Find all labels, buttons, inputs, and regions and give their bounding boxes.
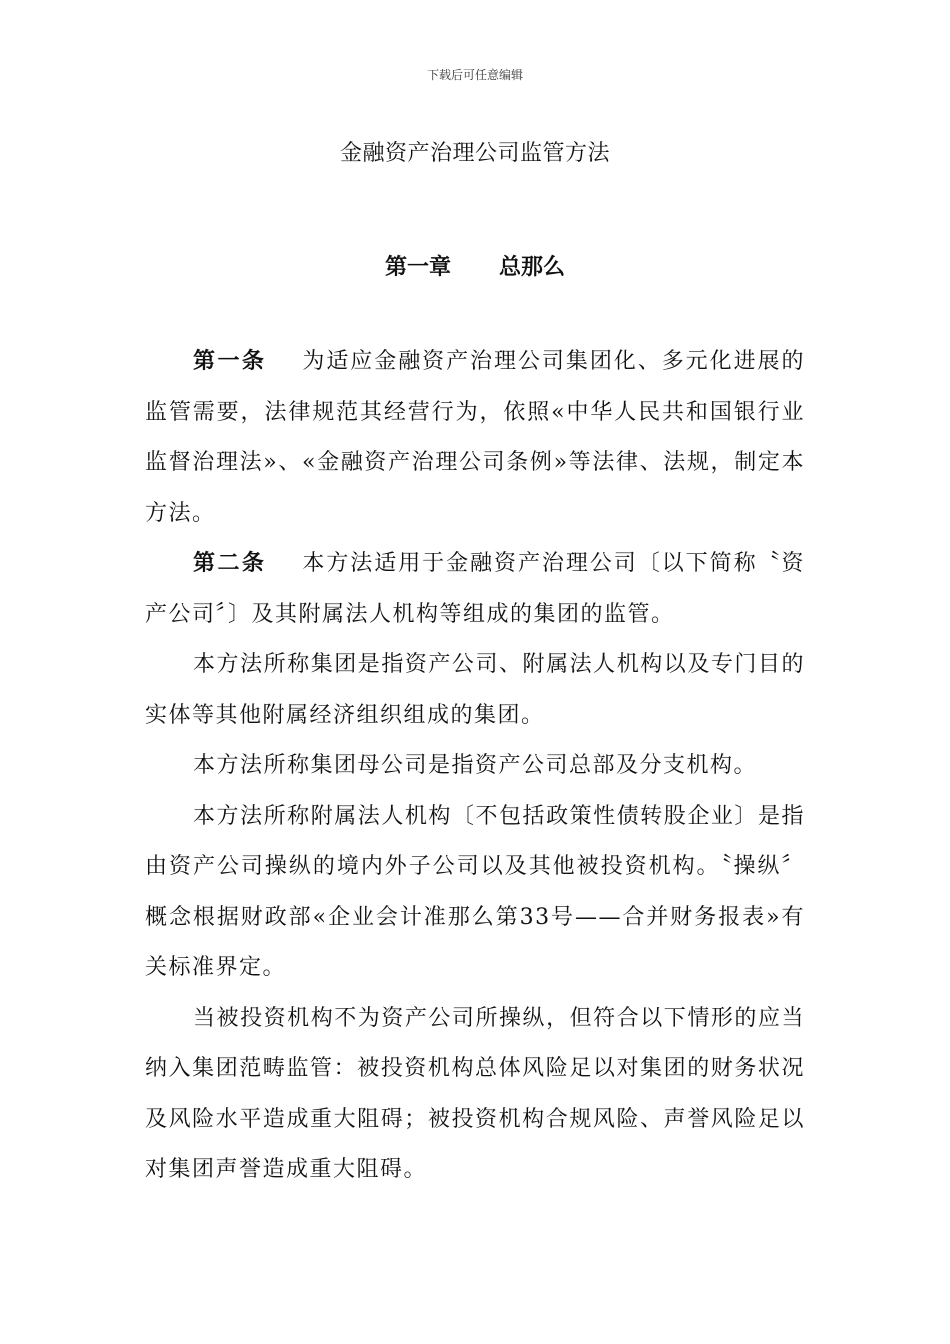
article-paragraph [145, 337, 805, 539]
paragraph-text: 当被投资机构不为资产公司所操纵，但符合以下情形的应当纳入集团范畴监管：被投资机构总体风险足以对集团的财务状况及风险水平造成重大阻碍；被投资机构合规风险、声誉风险足以对集团声誉造成重大阻碍。 [145, 1005, 805, 1182]
chapter-name: 总那么 [499, 255, 566, 280]
paragraph [145, 640, 805, 741]
document-body [145, 337, 805, 1196]
paragraph-text: 本方法所称集团是指资产公司、附属法人机构以及专门目的实体等其他附属经济组织组成的集团。 [145, 652, 805, 728]
article-number: 第二条 [193, 551, 267, 576]
paragraph-text: 本方法适用于金融资产治理公司〔以下简称〝资产公司〞〕及其附属法人机构等组成的集团的监管。 [145, 551, 805, 627]
document-title: 金融资产治理公司监管方法 [339, 141, 610, 166]
paragraph [145, 741, 805, 792]
article-number: 第一条 [193, 349, 267, 374]
paragraph-text: 本方法所称附属法人机构〔不包括政策性债转股企业〕是指由资产公司操纵的境内外子公司以及其他被投资机构。〝操纵〞概念根据财政部«企业会计准那么第33号——合并财务报表»有关标准界定。 [145, 803, 805, 980]
article-paragraph [145, 539, 805, 640]
paragraph [145, 792, 805, 994]
paragraph-text: 本方法所称集团母公司是指资产公司总部及分支机构。 [193, 753, 758, 778]
paragraph-text: 为适应金融资产治理公司集团化、多元化进展的监管需要，法律规范其经营行为，依照«中华人民共和国银行业监督治理法»、«金融资产治理公司条例»等法律、法规，制定本方法。 [145, 349, 805, 526]
header-note: 下载后可任意编辑 [426, 68, 523, 82]
chapter-heading [0, 250, 950, 281]
paragraph [145, 994, 805, 1196]
chapter-number: 第一章 [384, 255, 451, 280]
